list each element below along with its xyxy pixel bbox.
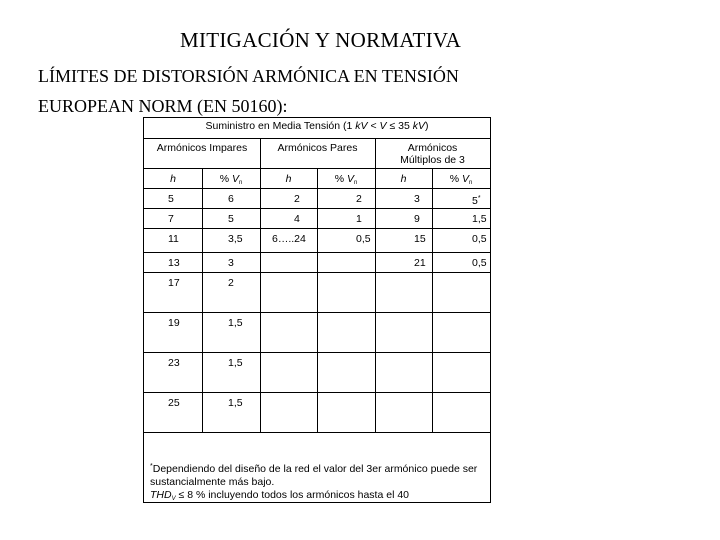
subtitle-european-norm: EUROPEAN NORM (EN 50160): (38, 96, 288, 116)
group-header-multiples-of-3 (375, 142, 490, 166)
table-cell (168, 317, 180, 329)
footnote-asterisk: * (150, 463, 153, 470)
table-cell (414, 233, 426, 245)
cell-value: 17 (168, 277, 180, 289)
table-cell (356, 213, 362, 225)
cell-value: 1,5 (228, 397, 243, 409)
footnote-thd-sub: V (171, 496, 176, 502)
table-cell (228, 233, 243, 245)
table-cell (414, 213, 420, 225)
cell-value: 13 (168, 257, 180, 269)
table-cell (228, 257, 234, 269)
group-header-odd (144, 142, 260, 154)
cell-value: 11 (168, 233, 179, 245)
table-cell (472, 257, 487, 269)
voltage-symbol: V (231, 173, 239, 185)
table-cell (168, 277, 180, 289)
table-cell (356, 233, 371, 245)
cell-value: 4 (294, 213, 300, 225)
cell-value: 5 (472, 195, 478, 207)
cell-value: 9 (414, 213, 420, 225)
page-title: MITIGACIÓN Y NORMATIVA (180, 28, 462, 52)
table-cell (168, 257, 180, 269)
cell-value: 15 (414, 233, 426, 245)
percent-label: % (334, 173, 347, 185)
voltage-symbol: V (346, 173, 354, 185)
cell-value: 2 (356, 193, 362, 205)
footnote-thd: THD (150, 489, 172, 501)
caption-text: ≤ 35 (386, 120, 413, 132)
cell-value: 1,5 (472, 213, 487, 225)
table-cell (294, 213, 300, 225)
footnote (150, 460, 486, 506)
table-cell (472, 193, 481, 207)
caption-text: < (367, 120, 380, 132)
cell-value: 7 (168, 213, 174, 225)
cell-value: 6 (228, 193, 234, 205)
table-cell (228, 277, 234, 289)
table-cell (228, 193, 234, 205)
caption-unit: kV (412, 120, 426, 132)
col-header-h: h (285, 173, 292, 185)
caption-unit: kV (355, 120, 368, 132)
cell-value: 0,5 (356, 233, 371, 245)
cell-value: 2 (294, 193, 300, 205)
cell-value: 3 (228, 257, 234, 269)
footnote-text: Dependiendo del diseño de la red el valor del 3er armónico puede ser sustancialmente más bajo. (150, 463, 478, 488)
col-header-percent-vn (202, 173, 260, 189)
cell-value: 5 (168, 193, 174, 205)
cell-value: 6…..24 (272, 233, 306, 245)
cell-value: 1,5 (228, 317, 243, 329)
col-header-percent-vn (317, 173, 375, 189)
caption-text: ) (425, 120, 429, 132)
cell-value: 3,5 (228, 233, 243, 245)
table-cell (168, 213, 174, 225)
table-cell (228, 317, 243, 329)
table-cell (272, 233, 306, 245)
cell-value: 2 (228, 277, 234, 289)
table-cell (168, 397, 180, 409)
voltage-subscript: n (353, 180, 358, 186)
column-divider (317, 168, 318, 432)
subtitle-distortion-limits: LÍMITES DE DISTORSIÓN ARMÓNICA EN TENSIÓN (38, 66, 459, 86)
cell-value: 1,5 (228, 357, 243, 369)
cell-value: 1 (356, 213, 362, 225)
table-cell (472, 233, 487, 245)
col-header-h: h (170, 173, 176, 185)
caption-symbol: V (379, 120, 387, 132)
cell-value: 23 (168, 357, 180, 369)
caption-text: Suministro en Media Tensión (1 (205, 120, 356, 132)
cell-value: 19 (168, 317, 180, 329)
table-cell (168, 193, 174, 205)
table-caption (144, 120, 490, 132)
table-divider (144, 432, 490, 433)
group-header-even (260, 142, 375, 154)
group-header-label: Armónicos Pares (277, 142, 358, 154)
table-cell (168, 357, 180, 369)
cell-value: 0,5 (472, 233, 487, 245)
harmonic-limits-table (143, 117, 491, 503)
voltage-subscript: n (468, 180, 473, 186)
voltage-subscript: n (238, 180, 243, 186)
cell-value: 5 (228, 213, 234, 225)
footnote-text: ≤ 8 % incluyendo todos los armónicos hasta el 40 (175, 489, 410, 501)
table-cell (294, 193, 300, 205)
group-header-label: Armónicos Impares (156, 142, 248, 154)
column-divider (202, 168, 203, 432)
column-divider (432, 168, 433, 432)
asterisk-mark: * (477, 195, 481, 202)
voltage-symbol: V (461, 173, 469, 185)
table-cell (228, 397, 243, 409)
col-header-h: h (400, 173, 407, 185)
cell-value: 3 (414, 193, 420, 205)
col-header-percent-vn (432, 173, 490, 189)
table-cell (356, 193, 362, 205)
percent-label: % (449, 173, 462, 185)
table-cell (414, 257, 426, 269)
group-header-label: Armónicos Múltiplos de 3 (400, 142, 465, 166)
table-cell (168, 233, 179, 245)
cell-value: 21 (414, 257, 426, 269)
cell-value: 25 (168, 397, 180, 409)
table-cell (472, 213, 487, 225)
percent-label: % (219, 173, 232, 185)
table-cell (414, 193, 420, 205)
cell-value: 0,5 (472, 257, 487, 269)
table-cell (228, 213, 234, 225)
table-divider (144, 138, 490, 139)
table-cell (228, 357, 243, 369)
